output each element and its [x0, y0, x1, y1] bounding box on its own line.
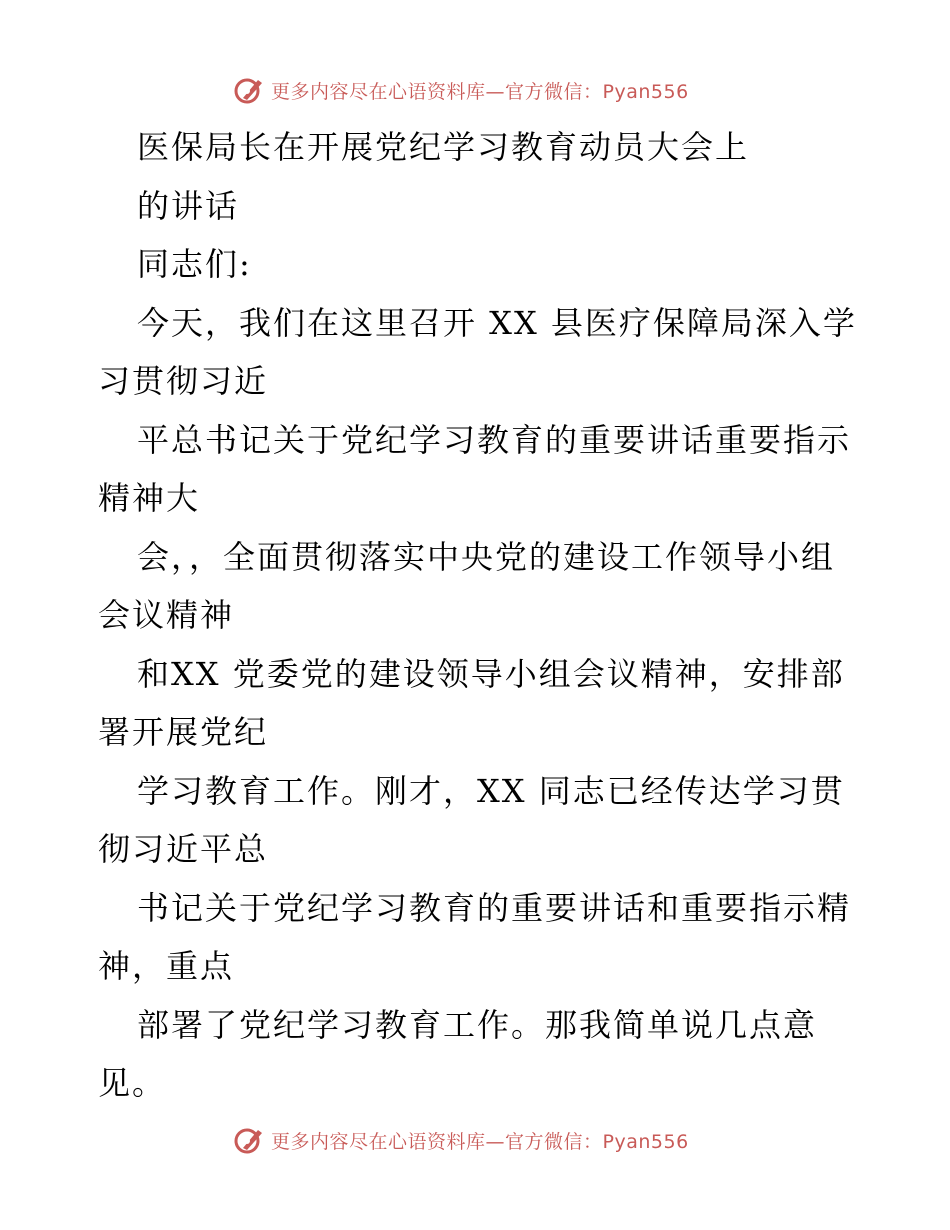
banner-text: 更多内容尽在心语资料库—官方微信：Pyan556: [271, 80, 689, 103]
paragraph-line: 书记关于党纪学习教育的重要讲话和重要指示精: [137, 888, 852, 927]
salutation: 同志们:: [137, 245, 252, 283]
paragraph-line: 习贯彻习近: [98, 362, 269, 400]
banner-text: 更多内容尽在心语资料库—官方微信：Pyan556: [271, 1130, 689, 1153]
title-line: 医保局长在开展党纪学习教育动员大会上: [137, 128, 750, 166]
paragraph-line: 和XX 党委党的建设领导小组会议精神，安排部: [137, 654, 845, 693]
paragraph-line: 部署了党纪学习教育工作。那我简单说几点意: [137, 1005, 818, 1044]
paragraph-line: 今天，我们在这里召开 XX 县医疗保障局深入学: [137, 303, 857, 342]
header-banner: [233, 72, 689, 108]
document-body: [98, 118, 858, 1113]
paragraph-line: 平总书记关于党纪学习教育的重要讲话重要指示: [137, 420, 852, 459]
pen-circle-logo-icon: [233, 1124, 265, 1156]
paragraph-line: 学习教育工作。刚才，XX 同志已经传达学习贯: [137, 771, 845, 810]
paragraph-line: 彻习近平总: [98, 830, 269, 868]
paragraph-line: 神，重点: [98, 947, 235, 985]
title-line: 的讲话: [137, 186, 240, 225]
pen-circle-logo-icon: [233, 74, 265, 106]
paragraph-line: 会，，全面贯彻落实中央党的建设工作领导小组: [137, 537, 836, 576]
footer-banner: [233, 1122, 689, 1158]
paragraph-line: 见。: [98, 1064, 167, 1102]
paragraph-line: 精神大: [98, 479, 201, 517]
paragraph-line: 会议精神: [98, 596, 235, 634]
paragraph-line: 署开展党纪: [98, 713, 269, 751]
